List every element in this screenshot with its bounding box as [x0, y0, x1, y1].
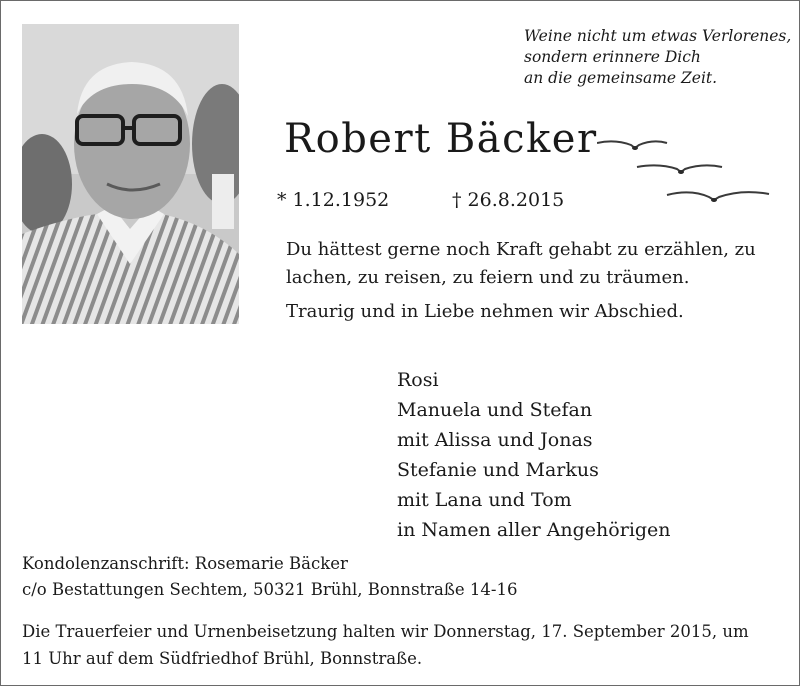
quote-line: sondern erinnere Dich — [524, 48, 701, 66]
ceremony-line: 11 Uhr auf dem Südfriedhof Brühl, Bonnstraße. — [22, 649, 423, 668]
deceased-name: Robert Bäcker — [284, 116, 598, 162]
farewell-line: Traurig und in Liebe nehmen wir Abschied. — [286, 301, 684, 322]
quote-line: Weine nicht um etwas Verlorenes, — [524, 27, 792, 45]
condolence-line: Kondolenzanschrift: Rosemarie Bäcker — [22, 554, 348, 573]
death-date: 26.8.2015 — [467, 189, 565, 211]
family-line: mit Alissa und Jonas — [397, 429, 593, 451]
memorial-message — [286, 236, 786, 326]
family-line: Stefanie und Markus — [397, 459, 599, 481]
family-line: in Namen aller Angehörigen — [397, 519, 671, 541]
portrait-photo-illustration — [22, 24, 239, 324]
family-signatures — [397, 365, 671, 545]
message-line: Du hättest gerne noch Kraft gehabt zu erzählen, zu — [286, 239, 756, 260]
death-symbol: † — [452, 189, 462, 211]
memorial-quote — [524, 26, 794, 89]
family-line: Manuela und Stefan — [397, 399, 593, 421]
quote-line: an die gemeinsame Zeit. — [524, 69, 718, 87]
seagulls-illustration — [597, 137, 772, 212]
family-line: Rosi — [397, 369, 439, 391]
life-dates — [277, 189, 565, 211]
message-line: lachen, zu reisen, zu feiern und zu träumen. — [286, 267, 690, 288]
birth-date: 1.12.1952 — [292, 189, 390, 211]
portrait-photo — [22, 24, 239, 324]
ceremony-line: Die Trauerfeier und Urnenbeisetzung halten wir Donnerstag, 17. September 2015, um — [22, 622, 749, 641]
birth-symbol: * — [277, 189, 287, 211]
condolence-line: c/o Bestattungen Sechtem, 50321 Brühl, Bonnstraße 14-16 — [22, 580, 518, 599]
condolence-address — [22, 551, 517, 603]
ceremony-info — [22, 618, 749, 672]
family-line: mit Lana und Tom — [397, 489, 572, 511]
